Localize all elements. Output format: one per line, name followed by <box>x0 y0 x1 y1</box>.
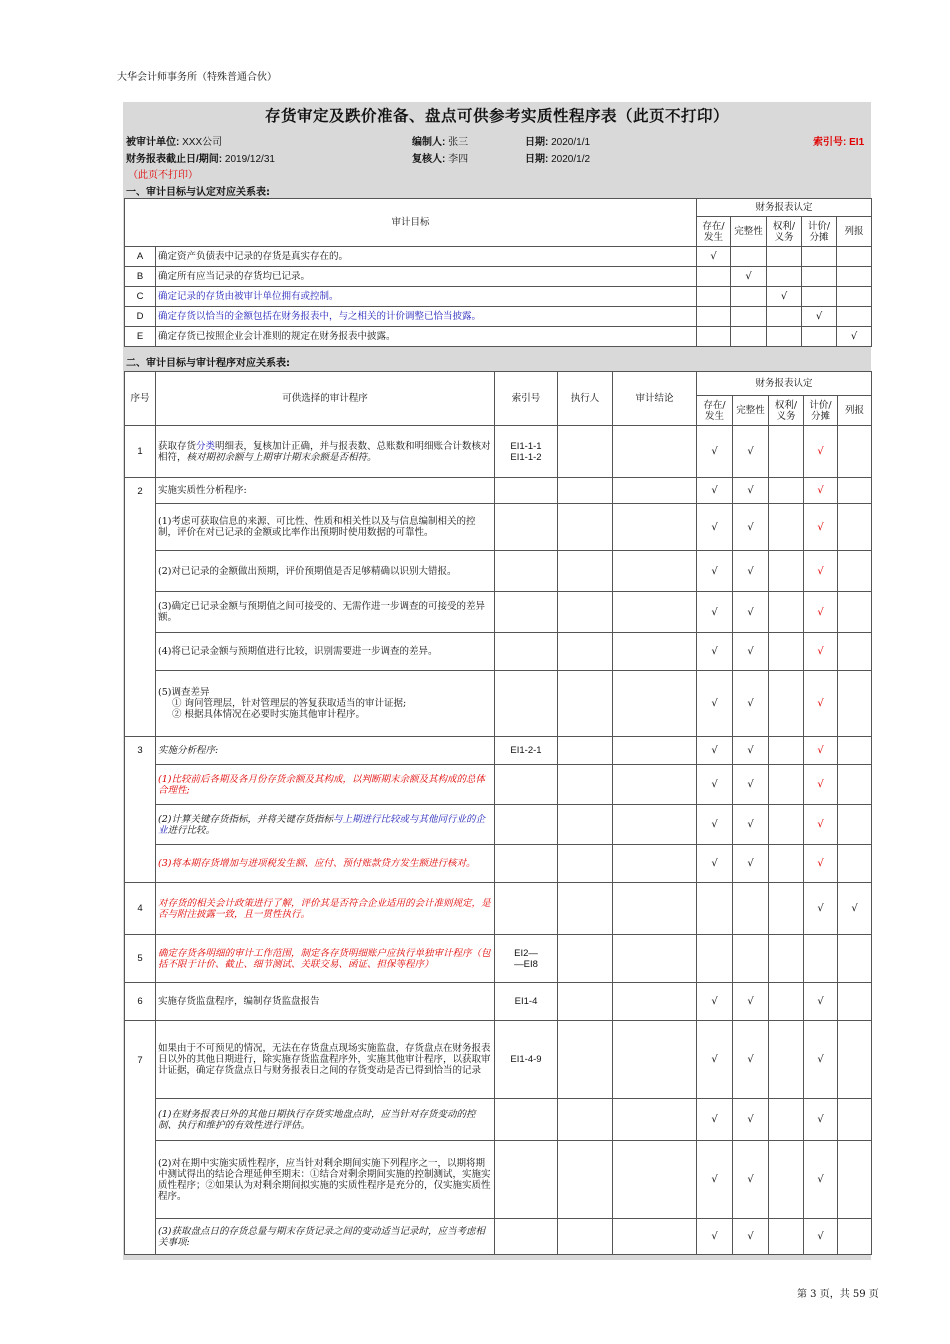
table-row: (2)对已记录的金额做出预期，评价预期值是否足够精确以识别大错报。 √ √ √ <box>125 551 872 592</box>
table-row: C 确定记录的存货由被审计单位拥有或控制。 √ <box>125 287 872 307</box>
report-period: 财务报表截止日/期间: 2019/12/31 <box>126 154 275 165</box>
table-row: (1)在财务报表日外的其他日期执行存货实地盘点时，应当针对存货变动的控制、执行和维护的有效性进行评估。 √ √ √ <box>125 1099 872 1141</box>
assertion-table <box>124 198 872 347</box>
assertion-header: 存在/发生 <box>697 396 733 426</box>
table-row: E 确定存货已按照企业会计准则的规定在财务报表中披露。 √ <box>125 327 872 347</box>
assertion-header: 完整性 <box>733 396 769 426</box>
seq-header: 序号 <box>125 372 156 426</box>
assertion-group-header: 财务报表认定 <box>697 372 872 396</box>
table-row: 2 实施实质性分析程序: √ √ √ <box>125 478 872 504</box>
date-reviewed: 日期: 2020/1/2 <box>525 154 591 165</box>
table-row: (4)将已记录金额与预期值进行比较，识别需要进一步调查的差异。 √ √ √ <box>125 633 872 671</box>
section2-heading: 二、审计目标与审计程序对应关系表: <box>126 358 290 369</box>
goal-header: 审计目标 <box>125 199 697 247</box>
assertion-header: 列报 <box>838 396 872 426</box>
assertion-header: 列报 <box>837 217 872 247</box>
table-row: (2)对在期中实施实质性程序，应当针对剩余期间实施下列程序之一，以期将期中测试得出的结论合理延伸至期末：①结合对剩余期间实施的控制测试，实施实质性程序；②如果认为对剩余期间拟实施的实质性程序是充分的，仅实施实质性程序。 √ √ √ <box>125 1141 872 1219</box>
performer-header: 执行人 <box>558 372 613 426</box>
conclusion-header: 审计结论 <box>613 372 697 426</box>
table-row: 5 确定存货各明细的审计工作范围，制定各存货明细账户应执行单独审计程序（包括不限于计价、截止、细节测试、关联交易、函证、担保等程序） EI2— —EI8 <box>125 935 872 983</box>
table-row: (1)考虑可获取信息的来源、可比性、性质和相关性以及与信息编制相关的控制，评价在对已记录的金额或比率作出预期时使用数据的可靠性。 √ √ √ <box>125 504 872 551</box>
date-prepared: 日期: 2020/1/1 <box>525 137 591 148</box>
table-row: (3)将本期存货增加与进项税发生额、应付、预付账款贷方发生额进行核对。 √ √ √ <box>125 845 872 883</box>
table-row: B 确定所有应当记录的存货均已记录。 √ <box>125 267 872 287</box>
assertion-header: 权利/义务 <box>767 217 802 247</box>
table-row: (5)调查差异 ① 询问管理层，针对管理层的答复获取适当的审计证据; ② 根据具体情况在必要时实施其他审计程序。 √ √ √ <box>125 671 872 737</box>
assertion-group-header: 财务报表认定 <box>697 199 872 217</box>
table-row: (3)确定已记录金额与预期值之间可接受的、无需作进一步调查的可接受的差异额。 √ √ √ <box>125 592 872 633</box>
reviewer: 复核人: 李四 <box>412 154 469 165</box>
assertion-header: 计价/分摊 <box>802 217 837 247</box>
table-row: 6 实施存货监盘程序，编制存货监盘报告 EI1-4 √ √ √ <box>125 983 872 1021</box>
preparer: 编制人: 张三 <box>412 137 469 148</box>
page-title: 存货审定及跌价准备、盘点可供参考实质性程序表（此页不打印） <box>264 106 729 125</box>
table-row: A 确定资产负债表中记录的存货是真实存在的。 √ <box>125 247 872 267</box>
assertion-header: 计价/分摊 <box>804 396 838 426</box>
table-row: D 确定存货以恰当的金额包括在财务报表中，与之相关的计价调整已恰当披露。 √ <box>125 307 872 327</box>
assertion-header: 完整性 <box>731 217 767 247</box>
index-number: 索引号: EI1 <box>813 137 865 148</box>
no-print-note: （此页不打印） <box>128 170 198 181</box>
section1-heading: 一、审计目标与认定对应关系表: <box>126 187 270 198</box>
table-row: (1)比较前后各期及各月份存货余额及其构成，以判断期末余额及其构成的总体合理性; √ √ √ <box>125 765 872 805</box>
procedure-table <box>124 371 872 1255</box>
table-row: 7 如果由于不可预见的情况，无法在存货盘点现场实施监盘，存货盘点在财务报表日以外的其他日期进行，除实施存货监盘程序外，实施其他审计程序，以获取审计证据，确定存货盘点日与财务报表日之间的存货变动是否已得到恰当的记录 EI1-4-9 √ √ √ <box>125 1021 872 1099</box>
procedure-header: 可供选择的审计程序 <box>156 372 495 426</box>
assertion-header: 权利/义务 <box>769 396 804 426</box>
table-row: (3)获取盘点日的存货总量与期末存货记录之间的变动适当记录时，应当考虑相关事项: √ √ √ <box>125 1219 872 1255</box>
table-row: 3 实施分析程序: EI1-2-1 √ √ √ <box>125 737 872 765</box>
table-row: 1 获取存货分类明细表，复核加计正确，并与报表数、总账数和明细账合计数核对相符，核对期初余额与上期审计期末余额是否相符。 EI1-1-1 EI1-1-2 √ √ √ <box>125 426 872 478</box>
assertion-header: 存在/发生 <box>697 217 731 247</box>
page-number: 第 3 页，共 59 页 <box>797 1289 879 1300</box>
table-row: 4 对存货的相关会计政策进行了解，评价其是否符合企业适用的会计准则规定，是否与附注披露一致，且一贯性执行。 √ √ <box>125 883 872 935</box>
auditee: 被审计单位: XXX公司 <box>126 137 223 148</box>
firm-name: 大华会计师事务所（特殊普通合伙） <box>117 72 277 83</box>
index-header: 索引号 <box>495 372 558 426</box>
table-row: (2)计算关键存货指标，并将关键存货指标与上期进行比较或与其他同行业的企业进行比较。 √ √ √ <box>125 805 872 845</box>
